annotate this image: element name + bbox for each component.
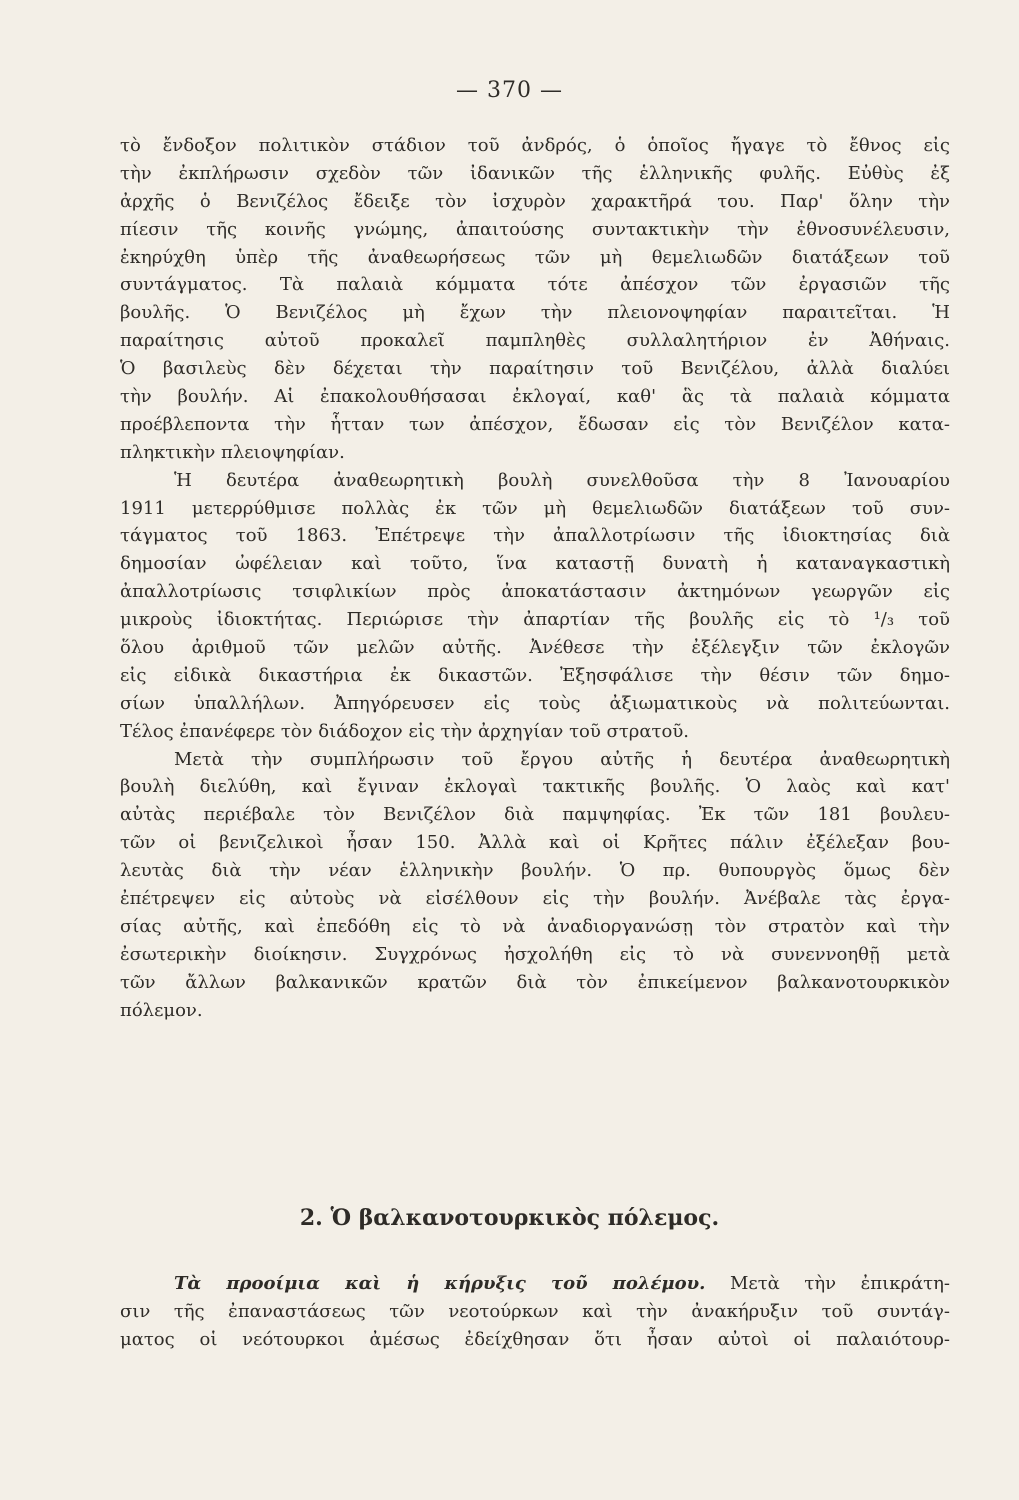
text-line: τὴν βουλήν. Αἱ ἐπακολουθήσασαι ἐκλογαί, καθ' ἃς τὰ παλαιὰ κόμματα	[120, 386, 950, 408]
text-line: Μετὰ τὴν συμπλήρωσιν τοῦ ἔργου αὐτῆς ἡ δευτέρα ἀναθεωρητικὴ	[174, 748, 950, 770]
paragraph-2	[120, 467, 950, 746]
text-line: εἰς εἰδικὰ δικαστήρια ἐκ δικαστῶν. Ἐξησφάλισε τὴν θέσιν τῶν δημο-	[120, 664, 950, 686]
text-line: τῶν ἄλλων βαλκανικῶν κρατῶν διὰ τὸν ἐπικείμενον βαλκανοτουρκικὸν	[120, 971, 950, 993]
text-line: σίας αὐτῆς, καὶ ἐπεδόθη εἰς τὸ νὰ ἀναδιοργανώσῃ τὸν στρατὸν καὶ τὴν	[120, 915, 950, 937]
text-line: προέβλεποντα τὴν ἧτταν των ἀπέσχον, ἔδωσαν εἰς τὸν Βενιζέλον κατα-	[120, 413, 950, 435]
text-line: βουλὴ διελύθη, καὶ ἔγιναν ἐκλογαὶ τακτικῆς βουλῆς. Ὁ λαὸς καὶ κατ'	[120, 776, 950, 798]
text-line: τῶν οἱ βενιζελικοὶ ἦσαν 150. Ἀλλὰ καὶ οἱ Κρῆτες πάλιν ἐξέλεξαν βου-	[120, 832, 950, 854]
text-line: βουλῆς. Ὁ Βενιζέλος μὴ ἔχων τὴν πλειονοψηφίαν παραιτεῖται. Ἡ	[120, 302, 950, 324]
text-line: Ἡ δευτέρα ἀναθεωρητικὴ βουλὴ συνελθοῦσα τὴν 8 Ἰανουαρίου	[174, 469, 950, 491]
paragraph-3	[120, 746, 950, 1025]
text-line: ἀπαλλοτρίωσις τσιφλικίων πρὸς ἀποκατάστασιν ἀκτημόνων γεωργῶν εἰς	[120, 581, 950, 603]
body-text	[120, 132, 950, 1025]
text-line: Τέλος ἐπανέφερε τὸν διάδοχον εἰς τὴν ἀρχηγίαν τοῦ στρατοῦ.	[120, 720, 689, 742]
text-line: πίεσιν τῆς κοινῆς γνώμης, ἀπαιτούσης συντακτικὴν τὴν ἐθνοσυνέλευσιν,	[120, 218, 950, 240]
text-line: ἐπέτρεψεν εἰς αὐτοὺς νὰ εἰσέλθουν εἰς τὴν βουλήν. Ἀνέβαλε τὰς ἐργα-	[120, 888, 950, 910]
text-line: σίων ὑπαλλήλων. Ἀπηγόρευσεν εἰς τοὺς ἀξιωματικοὺς νὰ πολιτεύωνται.	[120, 692, 950, 714]
text-line: τὴν ἐκπλήρωσιν σχεδὸν τῶν ἰδανικῶν τῆς ἑλληνικῆς φυλῆς. Εὐθὺς ἐξ	[120, 162, 950, 184]
text-line: τάγματος τοῦ 1863. Ἐπέτρεψε τὴν ἀπαλλοτρίωσιν τῆς ἰδιοκτησίας διὰ	[120, 525, 950, 547]
text-line: σιν τῆς ἐπαναστάσεως τῶν νεοτούρκων καὶ τὴν ἀνακήρυξιν τοῦ συντάγ-	[120, 1300, 950, 1322]
text-line: ἀρχῆς ὁ Βενιζέλος ἔδειξε τὸν ἰσχυρὸν χαρακτῆρά του. Παρ' ὅλην τὴν	[120, 190, 950, 212]
text-line: Ὁ βασιλεὺς δὲν δέχεται τὴν παραίτησιν τοῦ Βενιζέλου, ἀλλὰ διαλύει	[120, 358, 950, 380]
text-line: ἐκηρύχθη ὑπὲρ τῆς ἀναθεωρήσεως τῶν μὴ θεμελιωδῶν διατάξεων τοῦ	[120, 246, 950, 268]
text-line: λευτὰς διὰ τὴν νέαν ἑλληνικὴν βουλήν. Ὁ πρ. θυπουργὸς ὅμως δὲν	[120, 860, 950, 882]
section-heading: 2. Ὁ βαλκανοτουρκικὸς πόλεμος.	[299, 1205, 720, 1231]
section-subtitle: Τὰ προοίμια καὶ ἡ κήρυξις τοῦ πολέμου.	[174, 1273, 706, 1294]
text-line: συντάγματος. Τὰ παλαιὰ κόμματα τότε ἀπέσχον τῶν ἐργασιῶν τῆς	[120, 274, 950, 296]
section-line-rest: Μετὰ τὴν ἐπικράτη-	[705, 1273, 950, 1294]
text-line: αὐτὰς περιέβαλε τὸν Βενιζέλον διὰ παμψηφίας. Ἐκ τῶν 181 βουλευ-	[120, 804, 950, 826]
text-line: ἐσωτερικὴν διοίκησιν. Συγχρόνως ἠσχολήθη εἰς τὸ νὰ συνεννοηθῇ μετὰ	[120, 943, 950, 965]
text-line: πληκτικὴν πλειοψηφίαν.	[120, 441, 345, 463]
text-line: τὸ ἔνδοξον πολιτικὸν στάδιον τοῦ ἀνδρός, ὁ ὁποῖος ἤγαγε τὸ ἔθνος εἰς	[120, 135, 950, 156]
text-line: ὅλου ἀριθμοῦ τῶν μελῶν αὐτῆς. Ἀνέθεσε τὴν ἐξέλεγξιν τῶν ἐκλογῶν	[120, 637, 950, 659]
text-line: ματος οἱ νεότουρκοι ἀμέσως ἐδείχθησαν ὅτι ἦσαν αὐτοὶ οἱ παλαιότουρ-	[120, 1328, 950, 1350]
page-number: — 370 —	[456, 78, 563, 103]
text-line: πόλεμον.	[120, 999, 203, 1021]
text-line: δημοσίαν ὠφέλειαν καὶ τοῦτο, ἵνα καταστῇ δυνατὴ ἡ καταναγκαστικὴ	[120, 553, 950, 575]
text-line: 1911 μετερρύθμισε πολλὰς ἐκ τῶν μὴ θεμελιωδῶν διατάξεων τοῦ συν-	[120, 497, 950, 519]
section-text	[120, 1270, 950, 1354]
text-line: μικροὺς ἰδιοκτήτας. Περιώρισε τὴν ἀπαρτίαν τῆς βουλῆς εἰς τὸ ¹/₃ τοῦ	[120, 609, 950, 631]
text-line: παραίτησις αὐτοῦ προκαλεῖ παμπληθὲς συλλαλητήριον ἐν Ἀθήναις.	[120, 330, 950, 352]
text-line	[120, 1270, 950, 1298]
paragraph-1	[120, 132, 950, 467]
